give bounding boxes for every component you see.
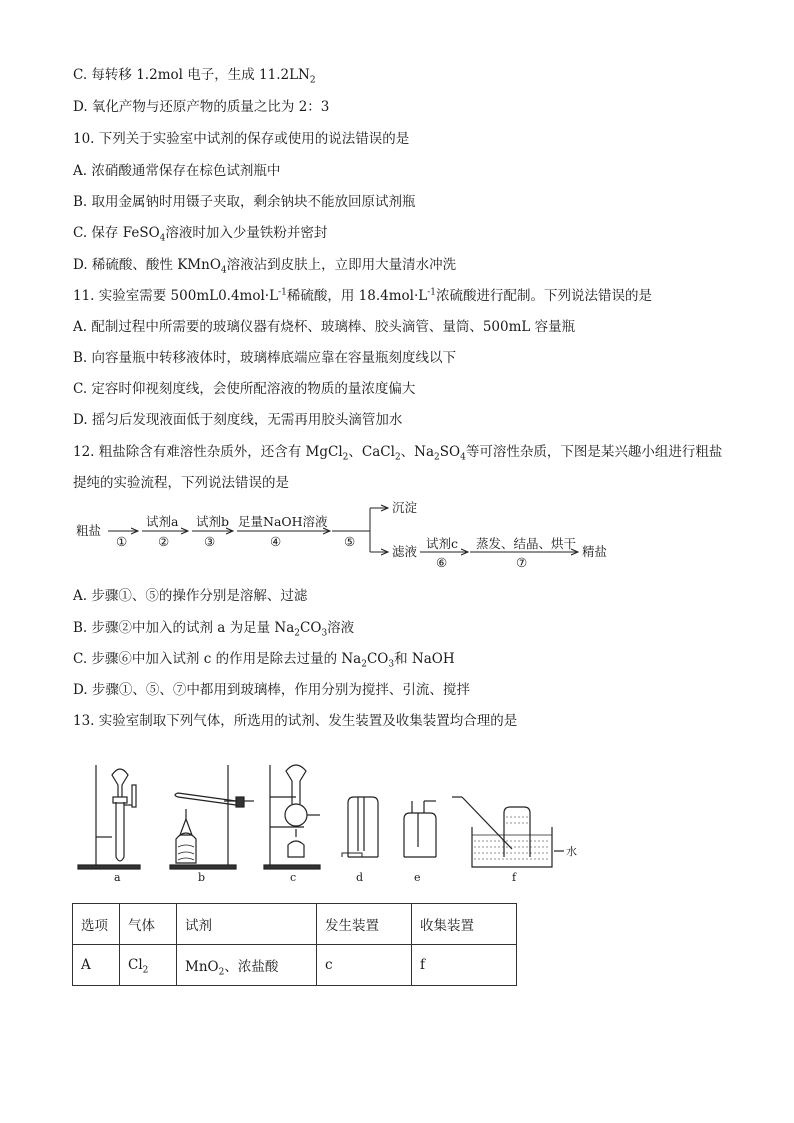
apparatus-label-b: b	[198, 871, 206, 884]
q11-option-d: D. 摇匀后发现液面低于刻度线，无需再用胶头滴管加水	[73, 412, 403, 428]
header-option: 选项	[73, 904, 120, 945]
flow-step-3: ③	[204, 534, 216, 549]
flow-crude-salt: 粗盐	[76, 523, 102, 538]
flow-evaporate: 蒸发、结晶、烘干	[476, 536, 577, 551]
q12-option-c: C. 步骤⑥中加入试剂 c 的作用是除去过量的 $Na_2CO_3$和 NaOH	[73, 651, 455, 670]
apparatus-label-d: d	[356, 871, 364, 884]
cell-collector: f	[412, 945, 517, 986]
apparatus-label-e: e	[414, 871, 421, 884]
header-collector: 收集装置	[412, 904, 517, 945]
flow-refined-salt: 精盐	[582, 544, 608, 559]
q12-option-a: A. 步骤①、⑤的操作分别是溶解、过滤	[73, 588, 308, 604]
flow-reagent-c: 试剂c	[426, 536, 459, 551]
q12-stem-line2: 提纯的实验流程，下列说法错误的是	[73, 475, 289, 491]
q9-option-c: C. 每转移 1.2mol 电子，生成 $11.2LN_2$	[73, 67, 316, 86]
flow-filtrate: 滤液	[392, 544, 418, 559]
flow-step-4: ④	[270, 534, 282, 549]
apparatus-label-f: f	[512, 871, 517, 884]
flow-step-1: ①	[116, 534, 128, 549]
q11-option-c: C. 定容时仰视刻度线，会使所配溶液的物质的量浓度偏大	[73, 381, 416, 397]
q13-stem: 13. 实验室制取下列气体，所选用的试剂、发生装置及收集装置均合理的是	[73, 713, 518, 729]
q10-stem: 10. 下列关于实验室中试剂的保存或使用的说法错误的是	[73, 131, 410, 147]
q11-option-a: A. 配制过程中所需要的玻璃仪器有烧杯、玻璃棒、胶头滴管、量筒、500mL 容量瓶	[73, 319, 576, 335]
header-reagent: 试剂	[177, 904, 317, 945]
q11-option-b: B. 向容量瓶中转移液体时，玻璃棒底端应靠在容量瓶刻度线以下	[73, 350, 457, 366]
apparatus-label-a: a	[114, 871, 121, 884]
water-label: 水	[566, 845, 577, 858]
flow-step-5: ⑤	[344, 534, 356, 549]
cell-generator: c	[317, 945, 412, 986]
q11-stem: 11. 实验室需要 $500mL0.4mol\cdot L^{-1}$稀硫酸，用 $18.4mol\cdot L^{-1}$浓硫酸进行配制。下列说法错误的是	[73, 287, 652, 304]
q10-option-a: A. 浓硝酸通常保存在棕色试剂瓶中	[73, 163, 281, 179]
flow-reagent-a: 试剂a	[146, 514, 179, 529]
flow-step-2: ②	[158, 534, 170, 549]
flow-precipitate: 沉淀	[392, 500, 418, 515]
q10-option-c: C. 保存 FeSO$_4$溶液时加入少量铁粉并密封	[73, 225, 328, 244]
apparatus-figure	[72, 757, 592, 892]
options-table	[72, 903, 517, 986]
apparatus-label-c: c	[290, 871, 297, 884]
table-header-row	[73, 904, 517, 945]
header-gas: 气体	[120, 904, 177, 945]
cell-option: A	[73, 945, 120, 986]
q12-option-b: B. 步骤②中加入的试剂 a 为足量 $Na_2CO_3$溶液	[73, 620, 355, 639]
q12-option-d: D. 步骤①、⑤、⑦中都用到玻璃棒，作用分别为搅拌、引流、搅拌	[73, 682, 470, 698]
flow-naoh: 足量NaOH溶液	[238, 514, 328, 529]
q10-option-b: B. 取用金属钠时用镊子夹取，剩余钠块不能放回原试剂瓶	[73, 194, 416, 210]
flow-step-6: ⑥	[436, 555, 448, 570]
cell-reagent: MnO$_2$、浓盐酸	[177, 945, 317, 986]
flow-reagent-b: 试剂b	[196, 514, 230, 529]
table-row	[73, 945, 517, 986]
q12-stem-line1: 12. 粗盐除含有难溶性杂质外，还含有 MgCl$_2$、CaCl$_2$、$Na_2SO_4$等可溶性杂质，下图是某兴趣小组进行粗盐	[73, 444, 723, 463]
q9-option-d: D. 氧化产物与还原产物的质量之比为 2：3	[73, 99, 330, 115]
q10-option-d: D. 稀硫酸、酸性 KMnO$_4$溶液沾到皮肤上，立即用大量清水冲洗	[73, 257, 457, 276]
cell-gas: $Cl_2$	[120, 945, 177, 986]
purification-flowchart	[70, 500, 630, 580]
flow-step-7: ⑦	[516, 555, 528, 570]
header-generator: 发生装置	[317, 904, 412, 945]
